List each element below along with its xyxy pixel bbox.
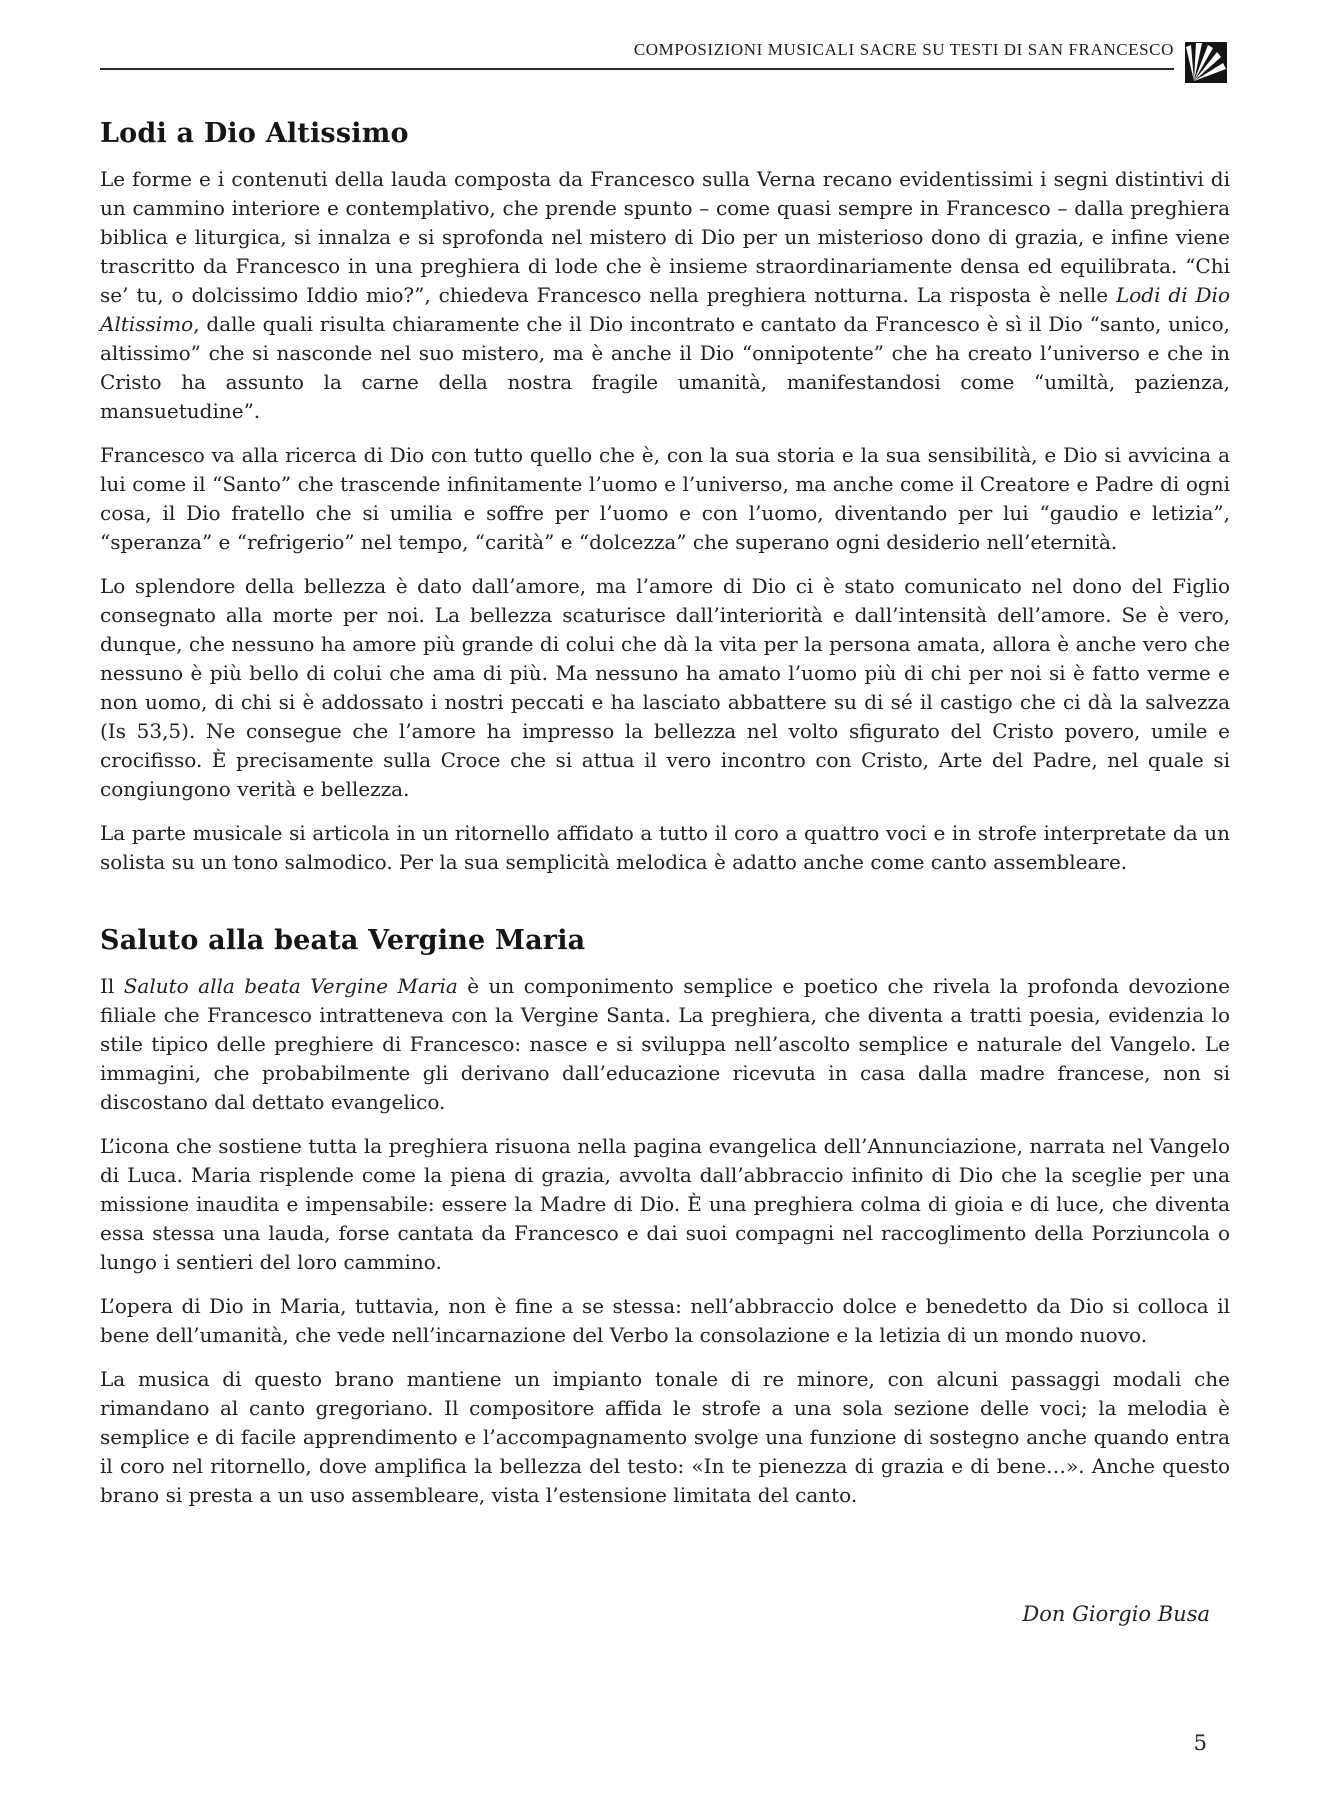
section-lodi-a-dio-altissimo <box>100 118 1230 877</box>
page-number: 5 <box>1193 1731 1207 1755</box>
text-run: L’opera di Dio in Maria, tuttavia, non è fine a se stessa: nell’abbraccio dolce e benedetto da Dio si colloca il bene dell’umanità, che vede nell’incarnazione del Verbo la consolazione e la letizia di un mondo nuovo. <box>100 1294 1230 1347</box>
text-run: Il <box>100 974 124 998</box>
page-content <box>100 118 1230 1510</box>
paragraph <box>100 572 1230 804</box>
text-run: è un componimento semplice e poetico che rivela la profonda devozione filiale che Francesco intratteneva con la Vergine Santa. La preghiera, che diventa a tratti poesia, evidenzia lo stile tipico delle preghiere di Francesco: nasce e si sviluppa nell’ascolto semplice e naturale del Vangelo. Le immagini, che probabilmente gli derivano dall’educazione ricevuta in casa dalla madre francese, non si discostano dal dettato evangelico. <box>100 974 1231 1114</box>
paragraph <box>100 441 1230 557</box>
paragraph <box>100 165 1230 426</box>
paragraph <box>100 1292 1230 1350</box>
text-run: Francesco va alla ricerca di Dio con tutto quello che è, con la sua storia e la sua sensibilità, e Dio si avvicina a lui come il “Santo” che trascende infinitamente l’uomo e l’universo, ma anche come il Creatore e Padre di ogni cosa, il Dio fratello che si umilia e soffre per l’uomo e con l’uomo, diventando per lui “gaudio e letizia”, “speranza” e “refrigerio” nel tempo, “carità” e “dolcezza” che superano ogni desiderio nell’eternità. <box>100 443 1230 554</box>
section-body <box>100 972 1230 1510</box>
text-run: La parte musicale si articola in un ritornello affidato a tutto il coro a quattro voci e in strofe interpretate da un solista su un tono salmodico. Per la sua semplicità melodica è adatto anche come canto assembleare. <box>100 821 1230 874</box>
paragraph <box>100 1132 1230 1277</box>
paragraph <box>100 1365 1230 1510</box>
section-heading-lodi-a-dio-altissimo: Lodi a Dio Altissimo <box>100 118 409 149</box>
running-title: COMPOSIZIONI MUSICALI SACRE SU TESTI DI SAN FRANCESCO <box>633 40 1174 59</box>
author-signature: Don Giorgio Busa <box>1022 1602 1210 1626</box>
section-body <box>100 165 1230 877</box>
italic-text-run: Saluto alla beata Vergine Maria <box>123 974 458 998</box>
paragraph <box>100 819 1230 877</box>
section-heading-saluto-alla-beata-vergine-maria: Saluto alla beata Vergine Maria <box>100 925 586 956</box>
italic-text-run: Lodi di Dio Altissimo <box>100 283 1230 336</box>
text-run: L’icona che sostiene tutta la preghiera risuona nella pagina evangelica dell’Annunciazione, narrata nel Vangelo di Luca. Maria risplende come la piena di grazia, avvolta dall’abbraccio infinito di Dio che la sceglie per una missione inaudita e impensabile: essere la Madre di Dio. È una preghiera colma di gioia e di luce, che diventa essa stessa una lauda, forse cantata da Francesco e dai suoi compagni nel raccoglimento della Porziuncola o lungo i sentieri del loro cammino. <box>100 1134 1230 1274</box>
fan-rays-logo-icon <box>1185 42 1227 83</box>
text-run: Lo splendore della bellezza è dato dall’amore, ma l’amore di Dio ci è stato comunicato nel dono del Figlio consegnato alla morte per noi. La bellezza scaturisce dall’interiorità e dall’intensità dell’amore. Se è vero, dunque, che nessuno ha amore più grande di colui che dà la vita per la persona amata, allora è anche vero che nessuno è più bello di colui che ama di più. Ma nessuno ha amato l’uomo più di chi per noi si è fatto verme e non uomo, di chi si è addossato i nostri peccati e ha lasciato abbattere su di sé il castigo che ci dà la salvezza (Is 53,5). Ne consegue che l’amore ha impresso la bellezza nel volto sfigurato del Cristo povero, umile e crocifisso. È precisamente sulla Croce che si attua il vero incontro con Cristo, Arte del Padre, nel quale si congiungono verità e bellezza. <box>100 574 1230 801</box>
text-run: , dalle quali risulta chiaramente che il Dio incontrato e cantato da Francesco è sì il Dio “santo, unico, altissimo” che si nasconde nel suo mistero, ma è anche il Dio “onnipotente” che ha creato l’universo e che in Cristo ha assunto la carne della nostra fragile umanità, manifestandosi come “umiltà, pazienza, mansuetudine”. <box>100 312 1230 423</box>
text-run: La musica di questo brano mantiene un impianto tonale di re minore, con alcuni passaggi modali che rimandano al canto gregoriano. Il compositore affida le strofe a una sola sezione delle voci; la melodia è semplice e di facile apprendimento e l’accompagnamento svolge una funzione di sostegno anche quando entra il coro nel ritornello, dove amplifica la bellezza del testo: «In te pienezza di grazia e di bene…». Anche questo brano si presta a un uso assembleare, vista l’estensione limitata del canto. <box>100 1367 1230 1507</box>
paragraph <box>100 972 1230 1117</box>
running-head-rule <box>100 40 1174 70</box>
text-run: Le forme e i contenuti della lauda composta da Francesco sulla Verna recano evidentissimi i segni distintivi di un cammino interiore e contemplativo, che prende spunto – come quasi sempre in Francesco – dalla preghiera biblica e liturgica, si innalza e si sprofonda nel mistero di Dio per un misterioso dono di grazia, e infine viene trascritto da Francesco in una preghiera di lode che è insieme straordinariamente densa ed equilibrata. “Chi se’ tu, o dolcissimo Iddio mio?”, chiedeva Francesco nella preghiera notturna. La risposta è nelle <box>100 167 1230 307</box>
section-saluto-alla-beata-vergine-maria <box>100 925 1230 1510</box>
page-header <box>100 0 1230 70</box>
